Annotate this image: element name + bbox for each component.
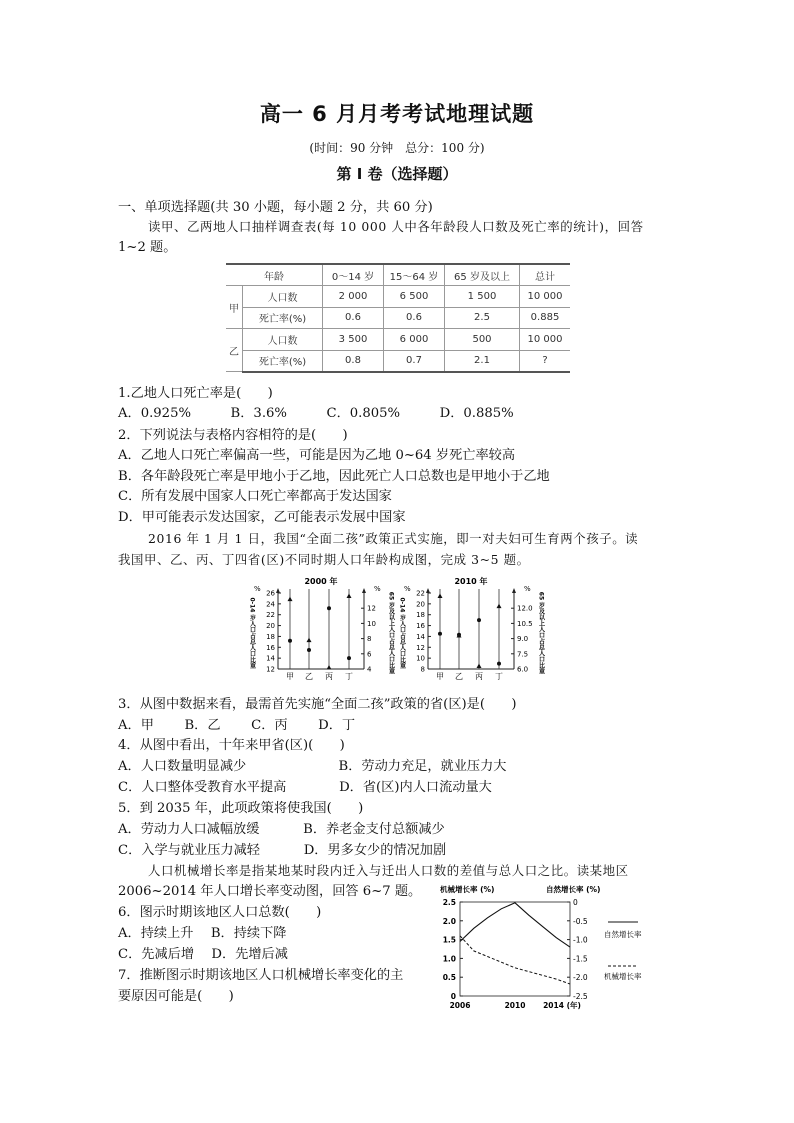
question-5-options-cd: C．入学与就业压力减轻 D．男多女少的情况加剧 bbox=[118, 843, 447, 858]
axis-arrow bbox=[276, 588, 280, 593]
y-tick-label: 24 bbox=[266, 600, 275, 609]
question-7: 要原因可能是( ) bbox=[118, 989, 234, 1004]
row-label: 人口数 bbox=[243, 286, 323, 307]
y-axis-label: 0-14 岁人口占总人口比重 bbox=[398, 597, 406, 669]
age-structure-chart-2010 bbox=[396, 573, 546, 685]
y2-tick-label: 12 bbox=[367, 604, 376, 613]
y2-tick-label: 9.0 bbox=[517, 635, 529, 644]
intro-text: 读甲、乙两地人口抽样调查表(每 10 000 人中各年龄段人口数及死亡率的统计)，回答 bbox=[148, 219, 644, 234]
y2-tick-label: 12.0 bbox=[517, 604, 533, 613]
table-cell: 6 000 bbox=[384, 329, 445, 350]
x-tick-label: 乙 bbox=[455, 672, 463, 681]
question-1: 1.乙地人口死亡率是( ) bbox=[118, 386, 273, 401]
y-tick-label: 2.0 bbox=[442, 916, 456, 926]
legend-label: 机械增长率 bbox=[604, 972, 642, 981]
table-header: 65 岁及以上 bbox=[445, 264, 520, 286]
intro-text: 我国甲、乙、丙、丁四省(区)不同时期人口年龄构成图，完成 3~5 题。 bbox=[118, 552, 530, 567]
question-5-options-ab: A．劳动力人口减幅放缓 B．养老金支付总额减少 bbox=[118, 822, 445, 837]
x-tick-label: 丁 bbox=[495, 672, 503, 681]
table-row bbox=[226, 286, 570, 307]
y2-tick-label: -2.5 bbox=[573, 992, 588, 1001]
y2-unit-label: % bbox=[374, 585, 381, 593]
question-7: 7．推断图示时期该地区人口机械增长率变化的主 bbox=[118, 968, 404, 983]
table-cell: 3 500 bbox=[323, 329, 384, 350]
y-tick-label: 1.0 bbox=[442, 954, 456, 964]
growth-rate-chart bbox=[418, 882, 676, 1014]
axis-arrow bbox=[426, 588, 430, 593]
x-tick-label: 丙 bbox=[325, 672, 333, 681]
data-point bbox=[347, 594, 352, 599]
y2-tick-label: 8 bbox=[367, 635, 372, 644]
x-tick-label: 丁 bbox=[345, 672, 353, 681]
axis-arrow bbox=[512, 588, 516, 593]
table-cell: 2 000 bbox=[323, 286, 384, 307]
y-tick-label: 14 bbox=[266, 654, 275, 663]
y2-axis-label: 自然增长率 (%) bbox=[546, 885, 601, 894]
y-tick-label: 0.5 bbox=[442, 973, 456, 983]
question-2-option-c: C．所有发展中国家人口死亡率都高于发达国家 bbox=[118, 489, 392, 504]
row-label: 死亡率(%) bbox=[243, 350, 323, 372]
table-row bbox=[226, 350, 570, 372]
table-cell: 6 500 bbox=[384, 286, 445, 307]
question-2-option-b: B．各年龄段死亡率是甲地小于乙地，因此死亡人口总数也是甲地小于乙地 bbox=[118, 469, 550, 484]
question-4-options-ab: A．人口数量明显减少 B．劳动力充足，就业压力大 bbox=[118, 759, 507, 774]
question-3: 3．从图中数据来看，最需首先实施“全面二孩”政策的省(区)是( ) bbox=[118, 697, 517, 712]
question-6-options-cd: C．先减后增 D．先增后减 bbox=[118, 947, 288, 962]
y-tick-label: 2.5 bbox=[442, 898, 456, 907]
question-2-option-d: D．甲可能表示发达国家，乙可能表示发展中国家 bbox=[118, 510, 406, 525]
table-header: 总计 bbox=[520, 264, 571, 286]
y2-tick-label: 6 bbox=[367, 650, 372, 659]
table-cell: ? bbox=[520, 350, 571, 372]
y2-axis-label: 65 岁及以上人口占总人口比重 bbox=[387, 591, 395, 675]
y2-tick-label: 6.0 bbox=[517, 665, 529, 674]
table-cell: 10 000 bbox=[520, 329, 571, 350]
intro-text: 人口机械增长率是指某地某时段内迁入与迁出人口数的差值与总人口之比。读某地区 bbox=[148, 863, 629, 878]
y-tick-label: 8 bbox=[420, 665, 425, 674]
data-point bbox=[438, 632, 442, 636]
question-1-options: A．0.925% B．3.6% C．0.805% D．0.885% bbox=[118, 406, 514, 421]
age-structure-chart-2000 bbox=[246, 573, 396, 685]
y-tick-label: 20 bbox=[416, 600, 425, 609]
y2-tick-label: -1.0 bbox=[573, 935, 588, 945]
question-4-options-cd: C．人口整体受教育水平提高 D．省(区)内人口流动量大 bbox=[118, 780, 492, 795]
y2-tick-label: -1.5 bbox=[573, 954, 588, 964]
x-tick-label: 甲 bbox=[286, 672, 294, 681]
table-cell: 1 500 bbox=[445, 286, 520, 307]
y2-tick-label: 7.5 bbox=[517, 650, 529, 659]
data-point bbox=[497, 662, 501, 666]
row-label: 死亡率(%) bbox=[243, 307, 323, 328]
y-unit-label: % bbox=[404, 585, 411, 593]
y2-tick-label: 10 bbox=[367, 619, 376, 628]
section-heading: 一、单项选择题(共 30 小题，每小题 2 分，共 60 分) bbox=[118, 200, 433, 215]
table-cell: 2.5 bbox=[445, 307, 520, 328]
y-tick-label: 10 bbox=[416, 654, 425, 663]
population-table bbox=[226, 263, 570, 373]
data-point bbox=[307, 648, 311, 652]
data-point bbox=[288, 597, 293, 602]
y2-tick-label: -2.0 bbox=[573, 973, 588, 983]
x-tick-label: 丙 bbox=[475, 672, 483, 681]
axis-arrow bbox=[362, 588, 366, 593]
series-line-natural bbox=[460, 903, 570, 947]
group-label: 乙 bbox=[226, 329, 243, 372]
table-header-row bbox=[226, 264, 570, 286]
row-label: 人口数 bbox=[243, 329, 323, 350]
x-tick-label: 乙 bbox=[305, 672, 313, 681]
x-tick-label: 甲 bbox=[436, 672, 444, 681]
question-4: 4．从图中看出，十年来甲省(区)( ) bbox=[118, 738, 345, 753]
y-tick-label: 16 bbox=[416, 622, 425, 631]
table-cell: 500 bbox=[445, 329, 520, 350]
y-tick-label: 18 bbox=[416, 611, 425, 620]
data-point bbox=[477, 663, 482, 668]
y-axis-label: 0-14 岁人口占总人口比重 bbox=[248, 597, 256, 669]
y2-tick-label: -0.5 bbox=[573, 916, 588, 926]
table-cell: 2.1 bbox=[445, 350, 520, 372]
question-6: 6．图示时期该地区人口总数( ) bbox=[118, 905, 322, 920]
y-tick-label: 22 bbox=[416, 589, 425, 598]
x-tick-label: 2014 (年) bbox=[543, 1001, 581, 1010]
question-3-options: A．甲 B．乙 C．丙 D．丁 bbox=[118, 718, 356, 733]
table-header: 0～14 岁 bbox=[323, 264, 384, 286]
intro-text: 2016 年 1 月 1 日，我国“全面二孩”政策正式实施，即一对夫妇可生育两个孩子。读 bbox=[148, 531, 639, 546]
table-cell: 0.7 bbox=[384, 350, 445, 372]
question-2-option-a: A．乙地人口死亡率偏高一些，可能是因为乙地 0~64 岁死亡率较高 bbox=[118, 448, 516, 463]
table-cell: 0.885 bbox=[520, 307, 571, 328]
exam-meta: (时间：90 分钟 总分：100 分) bbox=[309, 141, 485, 155]
data-point bbox=[477, 618, 481, 622]
volume-heading: 第 I 卷（选择题） bbox=[336, 165, 458, 183]
y-axis-label: 机械增长率 (%) bbox=[440, 885, 495, 894]
table-row bbox=[226, 307, 570, 328]
y-tick-label: 26 bbox=[266, 589, 275, 598]
plot-frame bbox=[460, 902, 570, 996]
group-label: 甲 bbox=[226, 286, 243, 329]
question-2: 2．下列说法与表格内容相符的是( ) bbox=[118, 428, 348, 443]
table-cell: 10 000 bbox=[520, 286, 571, 307]
chart-title: 2010 年 bbox=[454, 577, 488, 586]
y-tick-label: 1.5 bbox=[442, 935, 456, 945]
y-tick-label: 20 bbox=[266, 622, 275, 631]
y-tick-label: 12 bbox=[416, 643, 425, 652]
y-unit-label: % bbox=[254, 585, 261, 593]
y2-axis-label: 65 岁及以上人口占总人口比重 bbox=[537, 591, 545, 675]
page-title: 高一 6 月月考考试地理试题 bbox=[259, 102, 535, 126]
table-header: 15～64 岁 bbox=[384, 264, 445, 286]
question-6-options-ab: A．持续上升 B．持续下降 bbox=[118, 926, 287, 941]
data-point bbox=[288, 639, 292, 643]
intro-text: 2006~2014 年人口增长率变动图，回答 6~7 题。 bbox=[118, 884, 422, 899]
data-point bbox=[327, 606, 331, 610]
chart-title: 2000 年 bbox=[304, 577, 338, 586]
x-tick-label: 2010 bbox=[504, 1001, 526, 1010]
legend-label: 自然增长率 bbox=[604, 930, 642, 939]
x-tick-label: 2006 bbox=[449, 1001, 471, 1010]
table-cell: 0.8 bbox=[323, 350, 384, 372]
data-point bbox=[347, 656, 351, 660]
y2-tick-label: 0 bbox=[573, 898, 578, 907]
data-point bbox=[327, 665, 332, 670]
data-point bbox=[307, 638, 312, 643]
y-tick-label: 0 bbox=[450, 992, 456, 1001]
y-tick-label: 16 bbox=[266, 643, 275, 652]
y-tick-label: 14 bbox=[416, 632, 425, 641]
y2-unit-label: % bbox=[524, 585, 531, 593]
table-cell: 0.6 bbox=[323, 307, 384, 328]
y2-tick-label: 4 bbox=[367, 665, 372, 674]
data-point bbox=[438, 594, 443, 599]
y2-tick-label: 10.5 bbox=[517, 619, 533, 628]
y-tick-label: 22 bbox=[266, 611, 275, 620]
table-row bbox=[226, 329, 570, 350]
y-tick-label: 18 bbox=[266, 632, 275, 641]
table-cell: 0.6 bbox=[384, 307, 445, 328]
question-5: 5．到 2035 年，此项政策将使我国( ) bbox=[118, 801, 364, 816]
series-line-mechanical bbox=[460, 936, 570, 984]
intro-text: 1~2 题。 bbox=[118, 240, 177, 255]
data-point bbox=[497, 604, 502, 609]
y-tick-label: 12 bbox=[266, 665, 275, 674]
table-header: 年龄 bbox=[226, 264, 323, 286]
